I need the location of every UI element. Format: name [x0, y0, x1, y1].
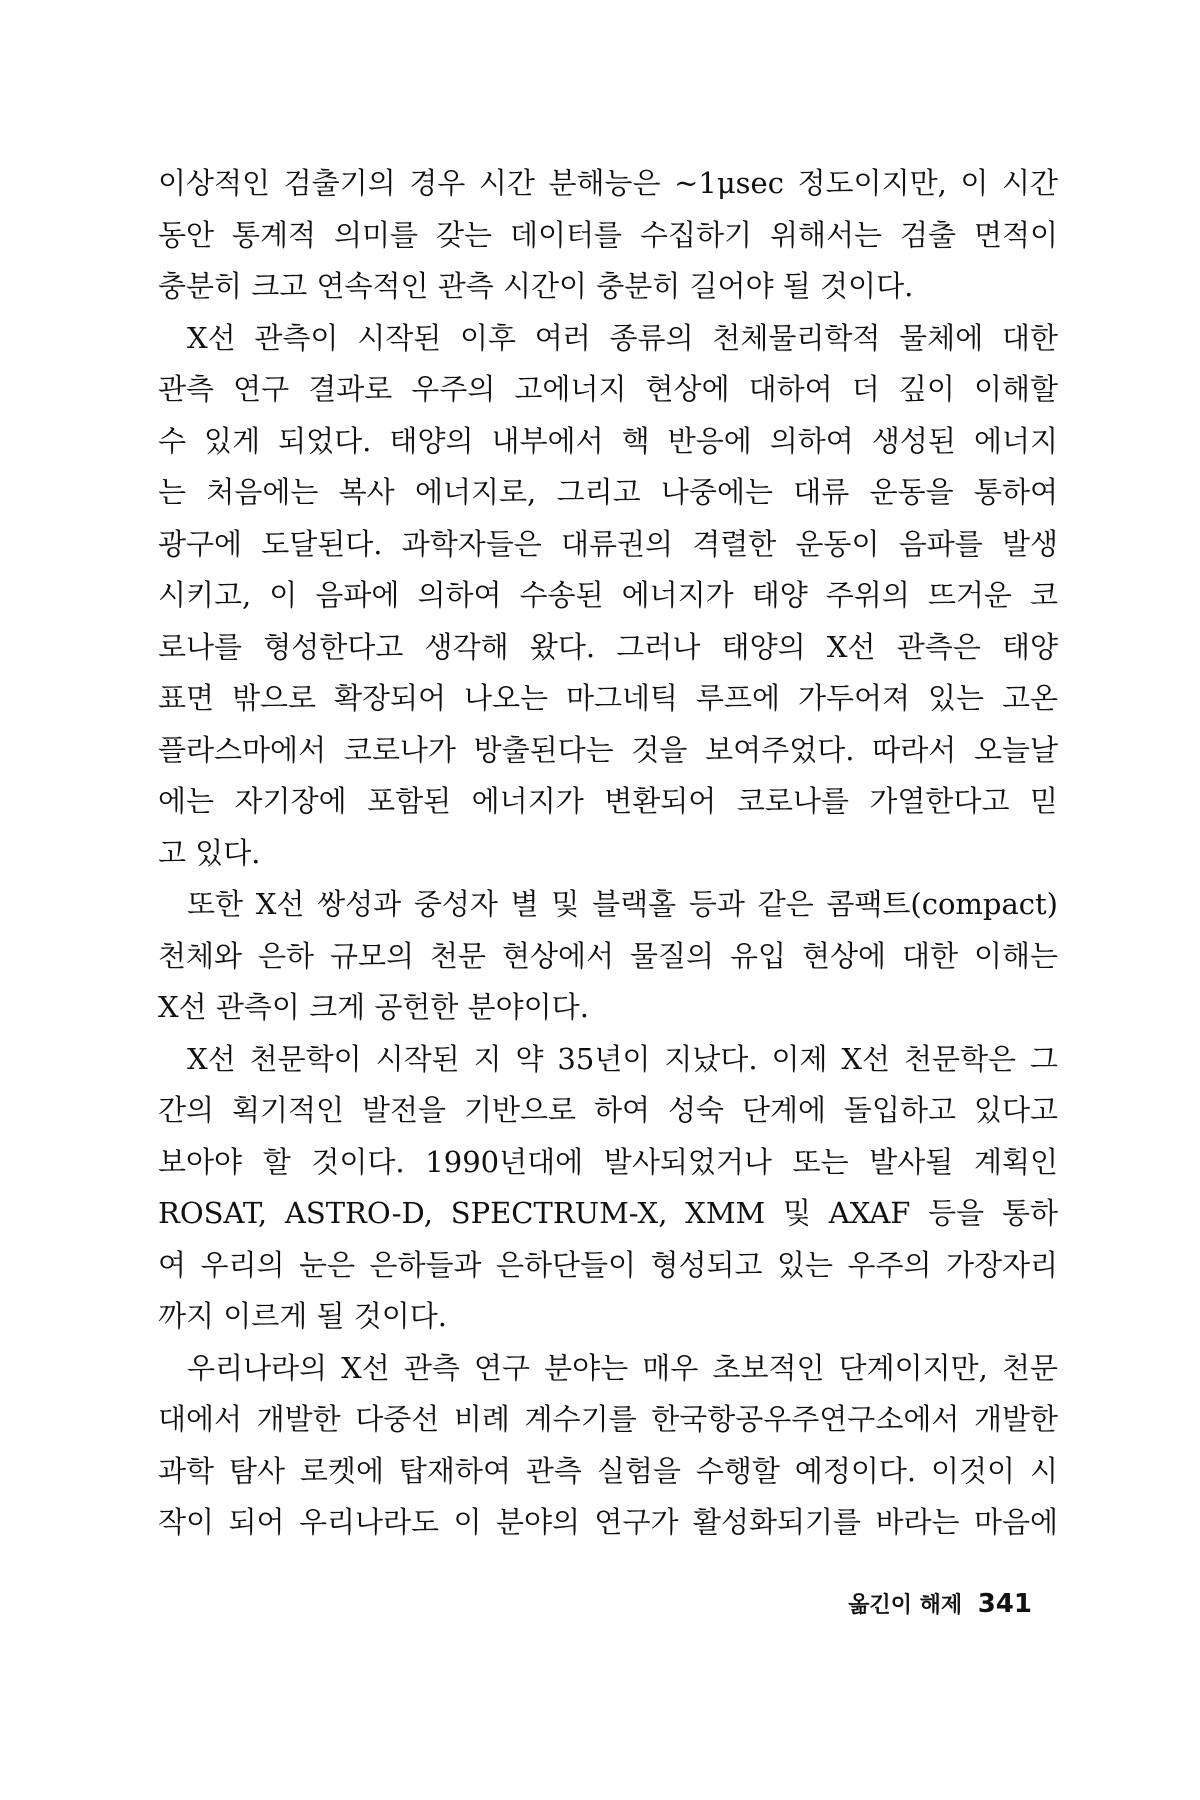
text-line: 까지 이르게 될 것이다.: [158, 1299, 447, 1333]
text-line: 이상적인 검출기의 경우 시간 분해능은 ~1μsec 정도이지만, 이 시간: [158, 166, 1058, 200]
text-line: 플라스마에서 코로나가 방출된다는 것을 보여주었다. 따라서 오늘날: [158, 732, 1058, 767]
text-line: 관측 연구 결과로 우주의 고에너지 현상에 대하여 더 깊이 이해할: [158, 372, 1058, 406]
text-line: 로나를 형성한다고 생각해 왔다. 그러나 태양의 X선 관측은 태양: [158, 629, 1058, 664]
text-line: 에는 자기장에 포함된 에너지가 변환되어 코로나를 가열한다고 믿: [158, 784, 1058, 818]
text-line: X선 관측이 시작된 이후 여러 종류의 천체물리학적 물체에 대한: [187, 320, 1058, 355]
text-line: 대에서 개발한 다중선 비례 계수기를 한국항공우주연구소에서 개발한: [158, 1402, 1058, 1436]
paragraph: [158, 879, 1058, 1034]
paragraph: [158, 158, 1058, 313]
page-footer: [848, 1588, 1032, 1619]
running-footer-title: 옮긴이 해제: [848, 1593, 963, 1618]
text-line: 보아야 할 것이다. 1990년대에 발사되었거나 또는 발사될 계획인: [158, 1144, 1058, 1179]
text-line: 광구에 도달된다. 과학자들은 대류권의 격렬한 운동이 음파를 발생: [158, 526, 1058, 561]
paragraph: [158, 1034, 1058, 1343]
paragraph: [158, 313, 1058, 880]
text-line: X선 천문학이 시작된 지 약 35년이 지났다. 이제 X선 천문학은 그: [187, 1041, 1058, 1076]
text-line: 는 처음에는 복사 에너지로, 그리고 나중에는 대류 운동을 통하여: [158, 475, 1058, 509]
text-line: 고 있다.: [158, 835, 261, 870]
text-line: 여 우리의 눈은 은하들과 은하단들이 형성되고 있는 우주의 가장자리: [158, 1247, 1058, 1282]
text-line: 시키고, 이 음파에 의하여 수송된 에너지가 태양 주위의 뜨거운 코: [158, 578, 1058, 612]
text-line: 천체와 은하 규모의 천문 현상에서 물질의 유입 현상에 대한 이해는: [158, 938, 1058, 973]
paragraph: [158, 1343, 1058, 1549]
body-text: [158, 158, 1058, 1549]
text-line: 또한 X선 쌍성과 중성자 별 및 블랙홀 등과 같은 콤팩트(compact): [187, 887, 1058, 921]
text-line: 충분히 크고 연속적인 관측 시간이 충분히 길어야 될 것이다.: [158, 269, 914, 303]
text-line: 동안 통계적 의미를 갖는 데이터를 수집하기 위해서는 검출 면적이: [158, 217, 1058, 252]
text-line: 작이 되어 우리나라도 이 분야의 연구가 활성화되기를 바라는 마음에: [158, 1505, 1058, 1539]
text-line: 수 있게 되었다. 태양의 내부에서 핵 반응에 의하여 생성된 에너지: [158, 423, 1058, 458]
text-line: X선 관측이 크게 공헌한 분야이다.: [158, 990, 589, 1024]
text-line: ROSAT, ASTRO-D, SPECTRUM-X, XMM 및 AXAF 등을 통하: [158, 1196, 1058, 1230]
text-line: 간의 획기적인 발전을 기반으로 하여 성숙 단계에 돌입하고 있다고: [158, 1093, 1058, 1127]
page-number: 341: [977, 1589, 1032, 1619]
text-line: 과학 탐사 로켓에 탑재하여 관측 실험을 수행할 예정이다. 이것이 시: [158, 1453, 1058, 1488]
text-line: 우리나라의 X선 관측 연구 분야는 매우 초보적인 단계이지만, 천문: [187, 1350, 1058, 1385]
text-line: 표면 밖으로 확장되어 나오는 마그네틱 루프에 가두어져 있는 고온: [158, 681, 1058, 715]
